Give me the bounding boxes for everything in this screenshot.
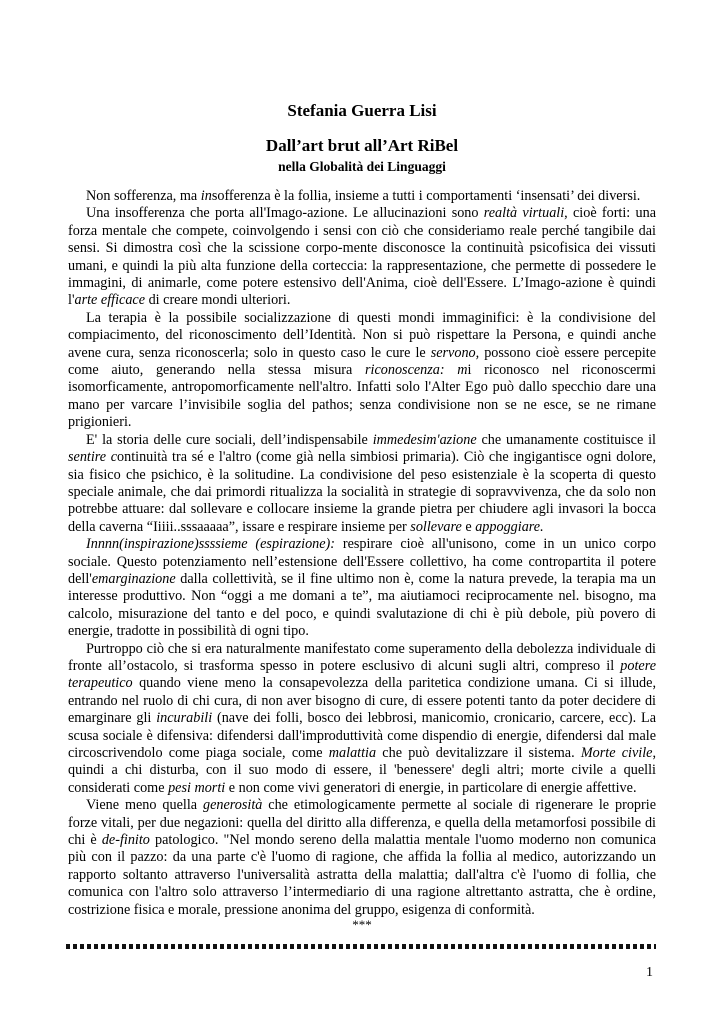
italic-run: emarginazione	[91, 570, 176, 587]
italic-run: pesi morti	[168, 779, 226, 796]
paragraph: Viene meno quella generosità che etimologicamente permette al sociale di rigenerare le proprie forze vitali, per due negazioni: quella del diritto alla differenza, e quella della metamorfosi possibile di chi è de-finito patologico. "Nel mondo sereno della malattia mentale l'uomo moderno non comunica più con il pazzo: da una parte c'è l'uomo di ragione, che affida la follia al medico, autorizzando un rapporto soltanto attraverso l'universalità astratta della malattia; dall'altra c'è l'uomo di follia, che comunica con l'altro solo attraverso l’intermediario di una ragione altrettanto astratta, che è ordine, costrizione fisica e morale, pressione anonima del gruppo, esigenza di conformità.	[68, 797, 656, 918]
body-text	[68, 188, 656, 931]
author-name: Stefania Guerra Lisi	[287, 101, 437, 120]
paragraph: Una insofferenza che porta all'Imago-azione. Le allucinazioni sono realtà virtuali, cioè forti: una forza mentale che compete, coinvolgendo i sensi con ciò che consideriamo reale perché tangibile dai sensi. Si dimostra così che la scissione corpo-mente disconosce la continuità psicofisica dei vissuti umani, e quindi la più alta funzione della corteccia: la rappresentazione, che permette di possedere le immagini, di animarle, come potere estensivo dell'Anima, cioè dell'Essere. L’Imago-azione è quindi l'arte efficace di creare mondi ulteriori.	[68, 205, 656, 309]
italic-run: realtà virtuali	[483, 205, 565, 222]
italic-run: sentire c	[68, 449, 117, 466]
dotted-rule	[66, 944, 656, 949]
paragraph: Non sofferenza, ma insofferenza è la follia, insieme a tutti i comportamenti ‘insensati’ dei diversi.	[86, 188, 641, 204]
italic-run: appoggiare.	[475, 518, 544, 535]
italic-run: de-finito	[101, 832, 150, 849]
italic-run: Morte civile	[580, 745, 653, 761]
page-number: 1	[646, 965, 653, 980]
italic-run: immedesim'azione	[372, 431, 477, 448]
paragraph: La terapia è la possibile socializzazione di questi mondi immaginifici: è la condivisione del compiacimento, del riconoscimento dell’Identità. Non si può rispettare la Persona, e quindi anche avene cura, senza riconoscerla; solo in questo caso le cure le servono, possono cioè essere percepite come aiuto, generando nella stessa misura riconoscenza: mi riconosco nel riconoscermi isomorficamente, antropomorficamente nell'altro. Infatti solo l'Alter Ego può dallo specchio dare una mano per varcare l’invisibile soglia del pathos; senza condivisione non se ne esce, se ne rimane prigionieri.	[68, 309, 656, 431]
paragraph: E' la storia delle cure sociali, dell’indispensabile immedesim'azione che umanamente costituisce il sentire continuità tra sé e l'altro (come già nella simbiosi primaria). Ciò che ingigantisce ogni dolore, sia fisico che psichico, è la solitudine. La condivisione del peso esistenziale è la scoperta di questo speciale animale, che dai primordi ritualizza la socialità in strategie di sopravvivenza, che da solo non potrebbe attuare: dal sollevare e collocare insieme la grande pietra per chiudere agli invasori la bocca della caverna “Iiiii..sssaaaaa”, issare e respirare insieme per sollevare e appoggiare.	[68, 431, 656, 535]
section-separator: ***	[352, 917, 372, 933]
italic-run: Innnn(inspirazione)ssssieme (espirazione):	[86, 536, 336, 553]
italic-run: riconoscenza: m	[365, 362, 468, 379]
italic-run: incurabili	[156, 710, 213, 727]
italic-run: arte efficace	[74, 292, 146, 309]
paragraph: Innnn(inspirazione)ssssieme (espirazione): respirare cioè all'unisono, come in un unico corpo sociale. Questo potenziamento nell’estensione dell'Essere collettivo, ha come contropartita il potere dell'emarginazione dalla collettività, se il fine ultimo non è, come la natura prevede, la terapia ma un interesse produttivo. Non “oggi a me domani a te”, ma aiutiamoci reciprocamente nel. bisogno, ma calcolo, misurazione del tanto e del poco, e quindi svalutazione di chi è più debole, più povero di energie, tradotte in possibilità di ogni tipo.	[68, 536, 656, 640]
paragraph: Purtroppo ciò che si era naturalmente manifestato come superamento della debolezza individuale di fronte all’ostacolo, si trasforma spesso in potere esclusivo di alcuni sugli altri, compreso il potere terapeutico quando viene meno la consapevolezza della paritetica condizione umana. Ci si illude, entrando nel ruolo di chi cura, di non aver bisogno di cure, di essere potenti tanto da poter decidere di emarginare gli incurabili (nave dei folli, bosco dei lebbrosi, manicomio, cronicario, carcere, ecc). La scusa sociale è difensiva: difendersi dall'improduttività come dispendio di energie, difendersi dal male circoscrivendolo come piaga sociale, come malattia che può devitalizzare il sistema. Morte civile, quindi a chi disturba, con il suo modo di essere, il 'benessere' degli altri; morte civile a quelli considerati come pesi morti e non come vivi generatori di energie, in particolare di energie affettive.	[68, 640, 657, 796]
italic-run: sollevare	[410, 518, 462, 535]
italic-run: in	[200, 188, 212, 204]
italic-run: servono,	[430, 344, 480, 361]
italic-run: generosità	[202, 797, 263, 814]
document-subtitle: nella Globalità dei Linguaggi	[278, 159, 446, 174]
italic-run: potere terapeutico	[68, 657, 656, 692]
document-title: Dall’art brut all’Art RiBel	[265, 136, 459, 155]
italic-run: malattia	[328, 745, 377, 761]
